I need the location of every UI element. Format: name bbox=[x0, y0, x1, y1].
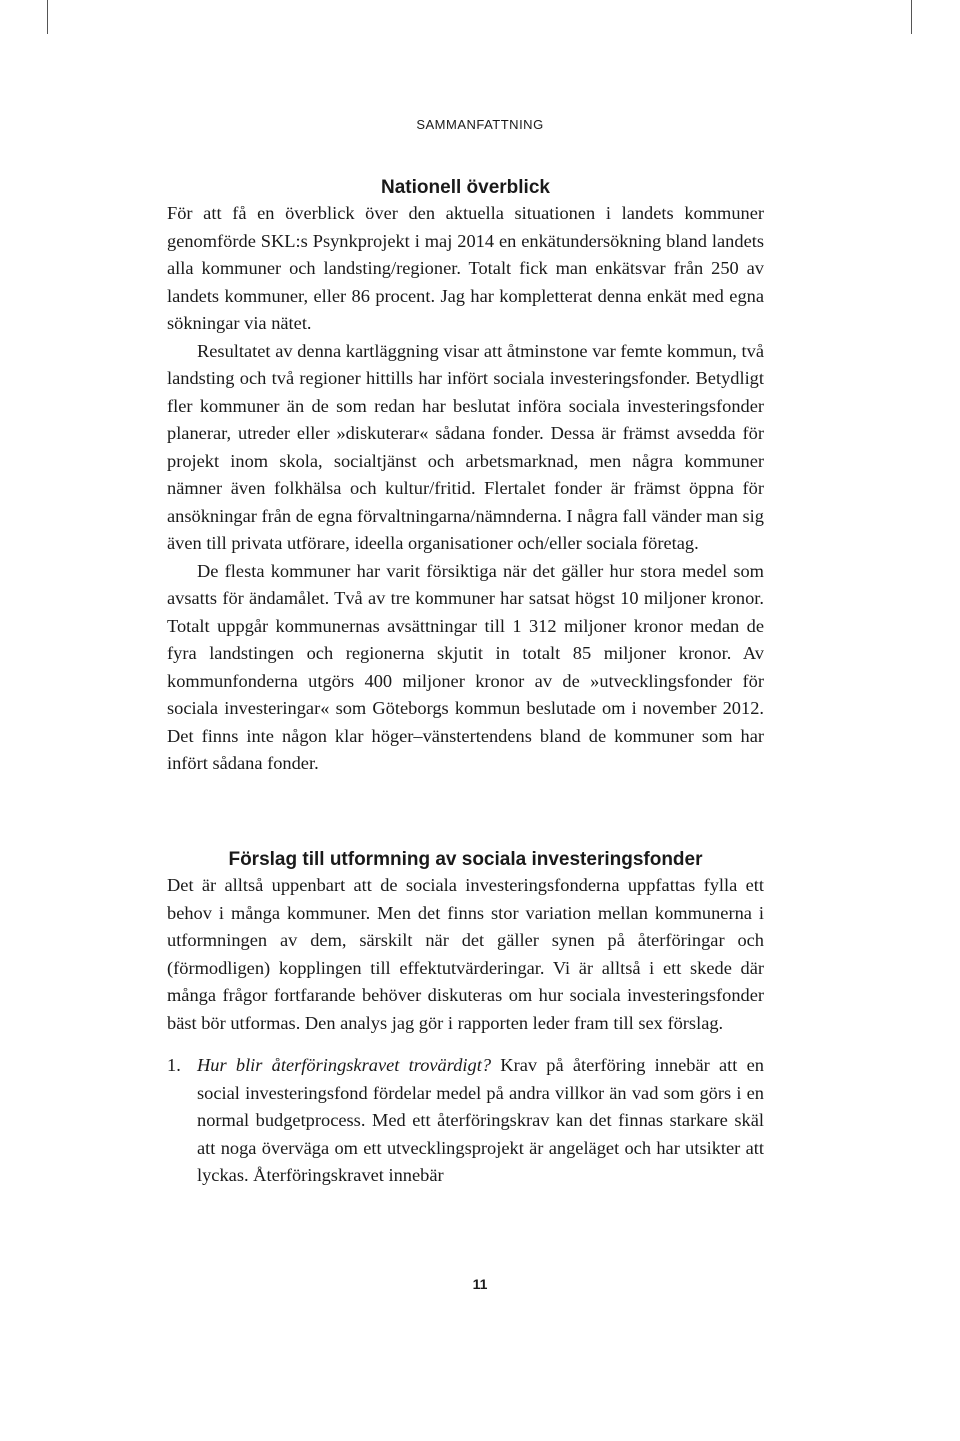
list-item-number: 1. bbox=[167, 1055, 181, 1075]
paragraph: De flesta kommuner har varit försiktiga när det gäller hur stora medel som avsatts för ändamålet. Två av tre kommuner har satsat högst 10 miljoner kronor. Totalt uppgår kommunernas avsättningar till 1 312 miljoner kronor medan de fyra landstingen och regionerna skjutit in totalt 85 miljoner kronor. Av kommunfonderna utgörs 400 miljoner kronor av de »utvecklingsfonder för sociala investeringar« som Göteborgs kommun beslutade om i november 2012. Det finns inte någon klar höger–vänstertendens bland de kommuner som har infört sådana fonder. bbox=[167, 560, 764, 773]
list-item-text: Krav på återföring innebär att en social investeringsfond fördelar medel på andra villkor än vad som görs i en normal budgetprocess. Med ett återföringskrav kan det finnas starkare skäl att noga överväga om ett utvecklingsprojekt är angeläget och har utsikter att lyckas. Återföringskravet innebär bbox=[197, 1055, 764, 1185]
section-forslag bbox=[167, 848, 764, 1190]
list-item bbox=[167, 1052, 764, 1190]
proposal-list bbox=[167, 1052, 764, 1190]
crop-mark-right bbox=[911, 0, 912, 34]
page-number: 11 bbox=[472, 1276, 488, 1292]
running-head: SAMMANFATTNING bbox=[416, 117, 544, 132]
list-item-question: Hur blir återföringskravet trovärdigt? bbox=[197, 1055, 492, 1075]
section-nationell-overblick bbox=[167, 176, 764, 778]
crop-mark-left bbox=[47, 0, 48, 34]
paragraph: Resultatet av denna kartläggning visar att åtminstone var femte kommun, två landsting och två regioner hittills har infört sociala investeringsfonder. Betydligt fler kommuner än de som redan har beslutat införa sociala investeringsfonder planerar, utreder eller »diskuterar« sådana fonder. Dessa är främst avsedda för projekt inom skola, socialtjänst och arbetsmarknad, men några kommuner nämner även folkhälsa och kultur/fritid. Flertalet fonder är främst öppna för ansökningar från de egna förvaltningarna/nämnderna. I några fall vänder man sig även till privata utförare, ideella organisationer och/eller sociala företag. bbox=[167, 340, 764, 553]
section-heading: Nationell överblick bbox=[381, 177, 550, 198]
section-heading: Förslag till utformning av sociala investeringsfonder bbox=[228, 849, 703, 870]
paragraph: För att få en överblick över den aktuella situationen i landets kommuner genomförde SKL:s Psynkprojekt i maj 2014 en enkätundersökning bland landets alla kommuner och landsting/regioner. Totalt fick man enkätsvar från 250 av landets kommuner, eller 86 procent. Jag har kompletterat denna enkät med egna sökningar via nätet. bbox=[167, 203, 764, 333]
paragraph: Det är alltså uppenbart att de sociala investeringsfonderna uppfattas fylla ett behov i många kommuner. Men det finns stor variation mellan kommunerna i utformningen av dem, särskilt när det gäller synen på återföringar och (förmodligen) kopplingen till effektutvärderingar. Vi är alltså i ett skede där många frågor fortfarande behöver diskuteras om hur sociala investeringsfonder bäst bör utformas. Den analys jag gör i rapporten leder fram till sex förslag. bbox=[167, 875, 764, 1033]
